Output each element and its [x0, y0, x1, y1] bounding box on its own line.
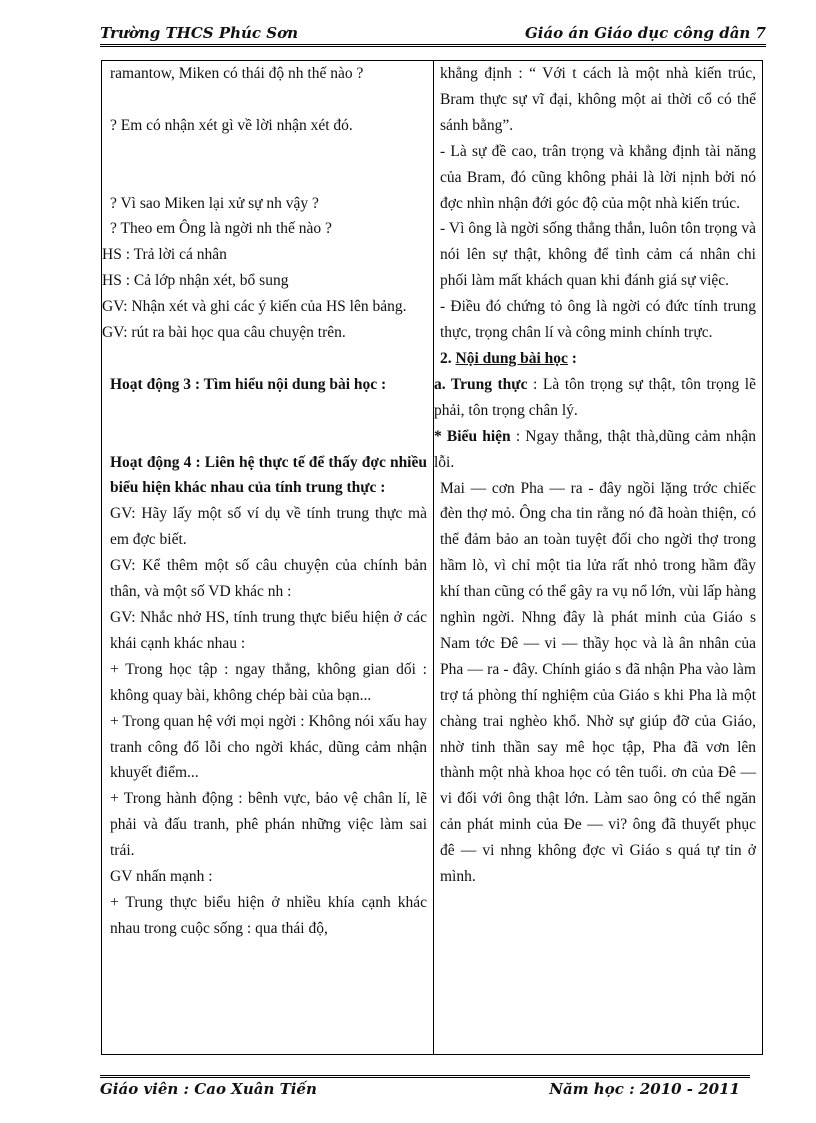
left-p5: HS : Trả lời cá nhân [102, 246, 227, 264]
story-paragraph: Mai — cơn Pha — ra - đây ngồi lặng trớc chiếc đèn thợ mỏ. Ông cha tin rằng nó đã hoàn thiện, có thể đảm bảo an toàn tuyệt đối cho ngời thợ trong hầm lò, vì chỉ một tia lửa rất nhỏ trong hầm đầy khí than cũng có thể gây ra vụ nổ lớn, vùi lấp hàng nghìn ngời. Nhng đây là phát minh của Giáo s Nam tớc Đê — vi — thầy học và là ân nhân của Pha — ra - đây. Chính giáo s đã nhận Pha vào làm trợ tá phòng thí nghiệm của Giáo s khi Pha là một chàng trai nghèo khổ. Nhờ sự giúp đỡ của Giáo, nhờ tinh thần say mê học tập, Pha đã vơn lên thành một nhà khoa học có tên tuổi. ơn của Đê — vi đối với ông thật lớn. Làm sao ông có thể ngăn cản phát minh của Đe — vi? ông đã thuyết phục đê — vi nhng không đợc vì Giáo s quá tự tin ở mình. [440, 479, 756, 886]
activity-3-heading: Hoạt động 3 : Tìm hiểu nội dung bài học : [110, 375, 387, 393]
left-p16: + Trung thực biểu hiện ở nhiều khía cạnh khác nhau trong cuộc sống : qua thái độ, [110, 893, 427, 937]
page-footer [100, 1080, 740, 1100]
left-p6: HS : Cả lớp nhận xét, bổ sung [102, 272, 289, 290]
left-p11: GV: Nhắc nhở HS, tính trung thực biểu hiện ở các khái cạnh khác nhau : [110, 608, 427, 652]
activity-4-heading: Hoạt động 4 : Liên hệ thực tế để thấy đợc nhiều biểu hiện khác nhau của tính trung thực : [110, 453, 427, 497]
expression-label: * Biểu hiện [434, 427, 511, 445]
definition-a-text: : Là tôn trọng sự thật, tôn trọng lẽ phải, tôn trọng chân lý. [434, 375, 756, 419]
left-p8: GV: rút ra bài học qua câu chuyện trên. [102, 324, 346, 342]
section-2-heading [440, 346, 756, 372]
section-2-number: 2. [440, 349, 456, 367]
left-p3: ? Vì sao Miken lại xử sự nh vậy ? [110, 194, 319, 212]
header-rule [100, 44, 766, 47]
definition-a-label: a. Trung thực [434, 375, 528, 393]
content-column [434, 61, 764, 1054]
page-header [100, 24, 766, 44]
expression-text: : Ngay thẳng, thật thà,dũng cảm nhận lỗi. [434, 427, 756, 471]
right-p3: - Vì ông là ngời sống thẳng thắn, luôn tôn trọng và nói lên sự thật, không để tình cảm cá nhân chi phối làm mất khách quan khi đánh giá sự việc. [440, 220, 756, 290]
footer-rule [100, 1075, 750, 1078]
left-p2: ? Em có nhận xét gì về lời nhận xét đó. [110, 116, 353, 134]
definition-a [434, 372, 756, 424]
left-p9: GV: Hãy lấy một số ví dụ về tính trung thực mà em đợc biết. [110, 505, 427, 549]
footer-teacher: Giáo viên : Cao Xuân Tiến [100, 1080, 317, 1098]
left-p4: ? Theo em Ông là ngời nh thế nào ? [110, 220, 332, 238]
left-p12: + Trong học tập : ngay thẳng, không gian dối : không quay bài, không chép bài của bạn... [110, 660, 427, 704]
header-subject: Giáo án Giáo dục công dân 7 [524, 24, 766, 42]
expression-line [434, 424, 756, 476]
header-school: Trường THCS Phúc Sơn [100, 24, 299, 42]
section-2-title: Nội dung bài học [455, 349, 568, 367]
right-p4: - Điều đó chứng tỏ ông là ngời có đức tính trung thực, trọng chân lí và công minh chính trực. [440, 298, 756, 342]
footer-year: Năm học : 2010 - 2011 [549, 1080, 740, 1098]
left-p10: GV: Kể thêm một số câu chuyện của chính bản thân, và một số VD khác nh : [110, 557, 427, 601]
section-2-colon: : [567, 349, 577, 367]
right-p1: khẳng định : “ Với t cách là một nhà kiến trúc, Bram thực sự vĩ đại, không một ai thời cổ có thể sánh bằng”. [440, 65, 756, 134]
spacer [110, 87, 427, 113]
spacer [110, 398, 427, 450]
spacer [110, 346, 427, 372]
left-p7: GV: Nhận xét và ghi các ý kiến của HS lên bảng. [102, 298, 407, 316]
spacer [110, 139, 427, 191]
left-p1: ramantow, Miken có thái độ nh thế nào ? [110, 65, 364, 82]
left-p13: + Trong quan hệ với mọi ngời : Không nói xấu hay tranh công đổ lỗi cho ngời khác, dũng cảm nhận khuyết điểm... [110, 712, 427, 782]
teacher-activity-column [102, 61, 434, 1054]
left-p15: GV nhấn mạnh : [110, 868, 213, 886]
lesson-table [101, 60, 763, 1055]
left-p14: + Trong hành động : bênh vực, bảo vệ chân lí, lẽ phải và đấu tranh, phê phán những việc làm sai trái. [110, 790, 427, 860]
right-p2: - Là sự đề cao, trân trọng và khẳng định tài năng của Bram, đó cũng không phải là lời nịnh bởi nó đợc nhìn nhận đới góc độ của một nhà kiến trúc. [440, 142, 756, 212]
